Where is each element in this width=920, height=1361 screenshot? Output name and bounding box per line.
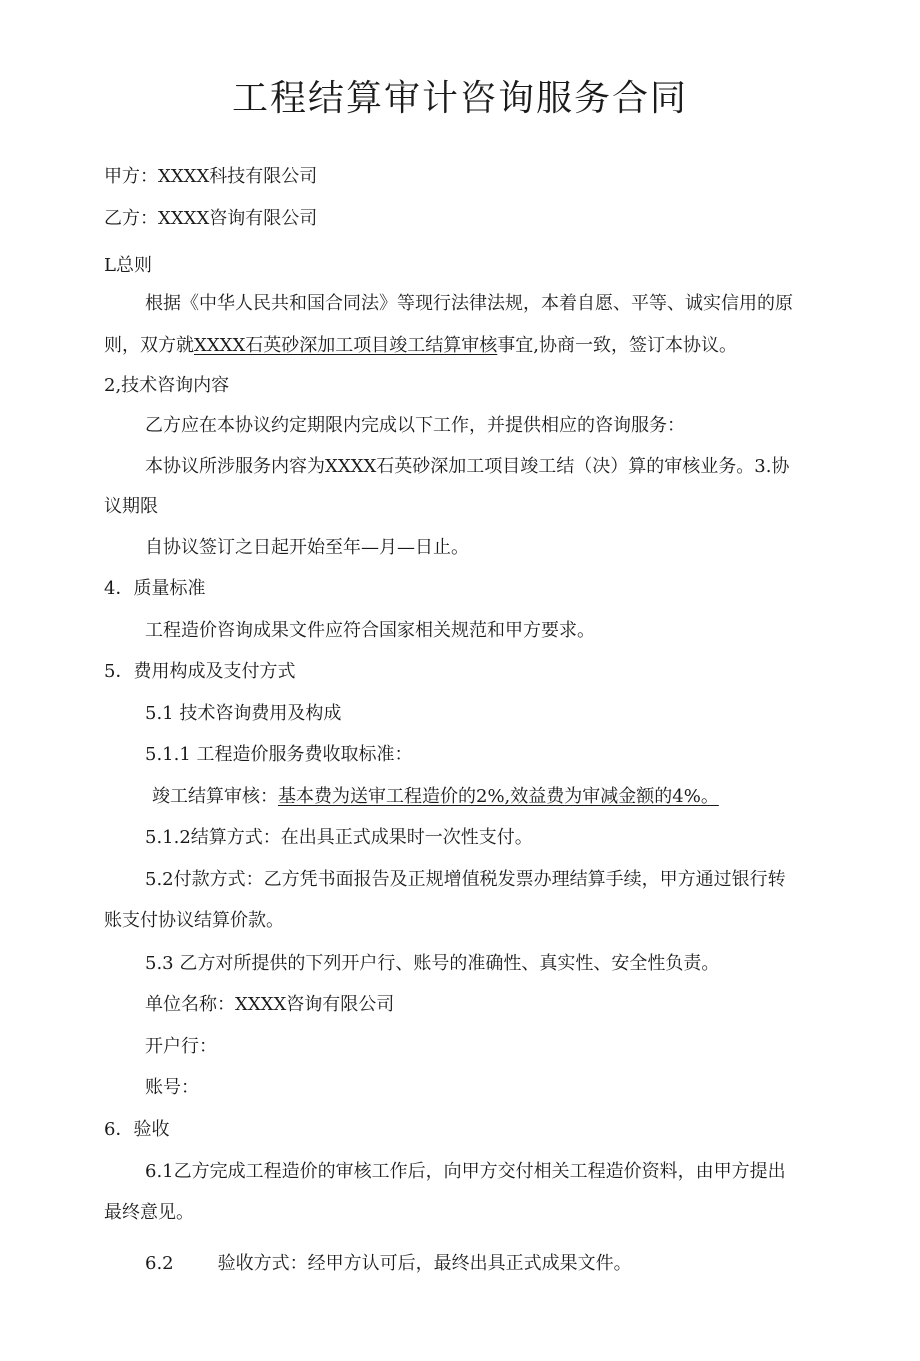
- section-4-para: 工程造价咨询成果文件应符合国家相关规范和甲方要求。: [145, 620, 595, 641]
- clause-6-2-number: 6.2: [145, 1253, 174, 1274]
- section-2-para-2-line-1: 本协议所涉服务内容为XXXX石英砂深加工项目竣工结（决）算的审核业务。3.协: [145, 456, 790, 477]
- section-2-para-2-line-2: 议期限: [104, 496, 158, 517]
- section-5-heading: 5．费用构成及支付方式: [104, 661, 296, 682]
- account-field: 账号：: [145, 1077, 199, 1098]
- section-6-heading: 6．验收: [104, 1119, 170, 1140]
- section-4-heading: 4．质量标准: [104, 578, 206, 599]
- section-1-heading: L总则: [104, 255, 152, 276]
- clause-5-1: 5.1 技术咨询费用及构成: [145, 703, 342, 724]
- section-2-para-1: 乙方应在本协议约定期限内完成以下工作，并提供相应的咨询服务：: [145, 415, 685, 436]
- clause-5-3: 5.3 乙方对所提供的下列开户行、账号的准确性、真实性、安全性负责。: [145, 953, 720, 974]
- section-1-para-pre: 则，双方就: [104, 335, 194, 356]
- section-1-para-post: 事宜,协商一致，签订本协议。: [497, 335, 737, 356]
- section-1-para-line-1: 根据《中华人民共和国合同法》等现行法律法规，本着自愿、平等、诚实信用的原: [145, 293, 793, 314]
- audit-fee-line: [152, 785, 719, 809]
- party-a: 甲方：XXXX科技有限公司: [104, 166, 318, 187]
- clause-5-2-line-1: 5.2付款方式：乙方凭书面报告及正规增值税发票办理结算手续，甲方通过银行转: [145, 869, 786, 890]
- party-b: 乙方：XXXX咨询有限公司: [104, 208, 318, 229]
- section-3-period: 自协议签订之日起开始至年—月—日止。: [145, 537, 469, 558]
- clause-6-1-line-1: 6.1乙方完成工程造价的审核工作后，向甲方交付相关工程造价资料，由甲方提出: [145, 1161, 786, 1182]
- section-2-heading: 2,技术咨询内容: [104, 375, 230, 396]
- project-name-underlined: XXXX石英砂深加工项目竣工结算审核: [194, 335, 498, 356]
- section-1-para-line-2: [104, 334, 737, 358]
- clause-6-2-text: 验收方式：经甲方认可后，最终出具正式成果文件。: [217, 1253, 632, 1274]
- audit-fee-value-underlined: 基本费为送审工程造价的2%,效益费为审减金额的4%。: [278, 786, 719, 807]
- unit-name: 单位名称：XXXX咨询有限公司: [145, 994, 395, 1015]
- bank-field: 开户行：: [145, 1036, 217, 1057]
- clause-6-2: [145, 1252, 632, 1276]
- document-title: 工程结算审计咨询服务合同: [231, 78, 688, 119]
- clause-5-1-1: 5.1.1 工程造价服务费收取标准：: [145, 744, 413, 765]
- clause-5-2-line-2: 账支付协议结算价款。: [104, 910, 284, 931]
- clause-5-1-2: 5.1.2结算方式：在出具正式成果时一次性支付。: [145, 827, 533, 848]
- audit-fee-label: 竣工结算审核：: [152, 786, 278, 807]
- clause-6-1-line-2: 最终意见。: [104, 1202, 194, 1223]
